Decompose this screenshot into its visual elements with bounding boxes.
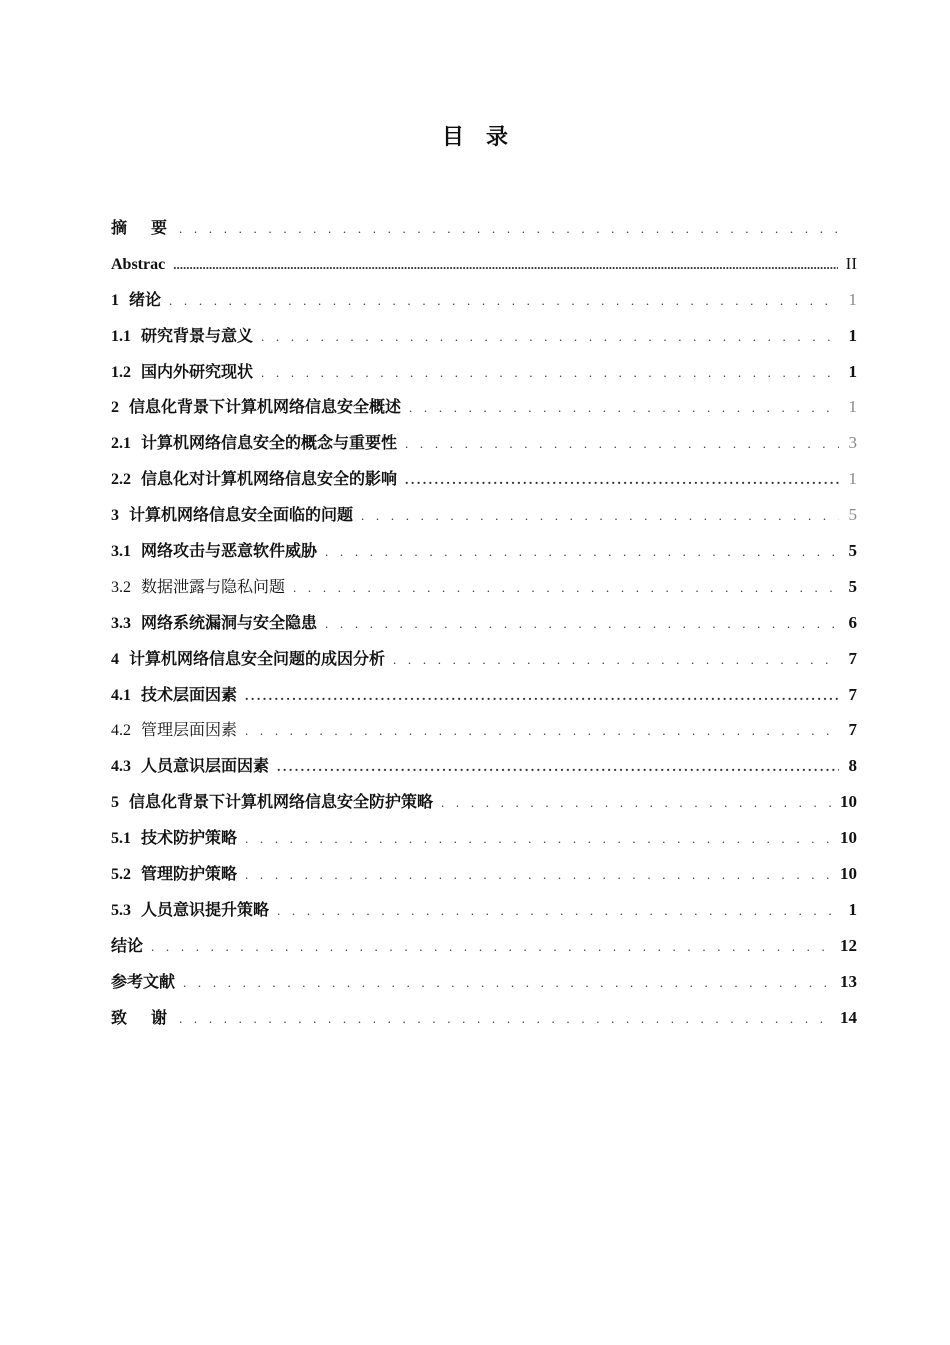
toc-entry-page: 1 — [848, 469, 857, 489]
toc-entry-label — [111, 356, 253, 389]
toc-entry[interactable] — [111, 284, 857, 320]
toc-entry-title: 计算机网络信息安全问题的成因分析 — [129, 648, 386, 668]
toc-entry-number: 2 — [111, 399, 119, 417]
toc-entry-label — [111, 822, 237, 855]
toc-entry-page: 10 — [840, 864, 857, 884]
toc-leader-dots — [261, 357, 839, 389]
toc-entry-title: 技术防护策略 — [141, 828, 238, 848]
toc-leader-dots — [405, 465, 839, 497]
toc-entry-title: 信息化背景下计算机网络信息安全概述 — [129, 397, 402, 417]
toc-leader-dots — [441, 787, 832, 819]
toc-entry-title: 国内外研究现状 — [141, 361, 254, 381]
toc-entry-page: 1 — [848, 325, 857, 345]
toc-entry-title: 人员意识提升策略 — [141, 899, 270, 919]
toc-entry-page: 10 — [840, 828, 857, 848]
toc-entry-page: 5 — [848, 576, 857, 596]
toc-entry[interactable] — [111, 535, 857, 571]
toc-leader-dots — [393, 644, 839, 676]
toc-entry-page: 5 — [848, 505, 857, 525]
toc-entry[interactable] — [111, 391, 857, 427]
toc-entry-page: 1 — [848, 899, 857, 919]
toc-entry-number: 3 — [111, 507, 119, 525]
toc-entry-page: 5 — [848, 541, 857, 561]
toc-entry-title: 摘 要 — [111, 218, 172, 237]
toc-entry-page: 7 — [848, 684, 857, 704]
toc-entry-title: 技术层面因素 — [141, 684, 238, 704]
toc-entry-label — [111, 571, 285, 604]
toc-leader-dots — [277, 895, 839, 927]
toc-leader-dots — [361, 500, 839, 532]
toc-entry-number: 3.1 — [111, 543, 131, 561]
toc-entry-number: 1 — [111, 291, 119, 309]
toc-entry[interactable] — [111, 427, 857, 463]
toc-entry-number: 5 — [111, 794, 119, 812]
toc-entry-number: 4.2 — [111, 722, 131, 740]
toc-leader-dots — [405, 428, 839, 460]
toc-entry-label — [111, 894, 269, 927]
toc-entry-title: 管理防护策略 — [141, 864, 238, 884]
toc-entry-number: 5.3 — [111, 901, 131, 919]
toc-entry-page: 10 — [840, 792, 857, 812]
toc-entry-number: 4 — [111, 650, 119, 668]
toc-entry-number: 4.3 — [111, 758, 131, 776]
toc-entry-label — [111, 391, 401, 424]
toc-entry[interactable] — [111, 858, 857, 894]
toc-entry[interactable] — [111, 966, 857, 1002]
toc-entry-number: 2.2 — [111, 471, 131, 489]
toc-entry-title: 致 谢 — [111, 1007, 172, 1027]
toc-leader-dots — [245, 823, 832, 855]
toc-entry[interactable] — [111, 679, 857, 715]
toc-entry-title: 网络系统漏洞与安全隐患 — [141, 612, 318, 632]
toc-entry-title: 网络攻击与恶意软件威胁 — [141, 541, 318, 561]
toc-entry-title: 计算机网络信息安全面临的问题 — [129, 505, 354, 525]
toc-entry-label — [111, 1002, 171, 1034]
toc-entry-label — [111, 499, 353, 532]
toc-entry[interactable] — [111, 607, 857, 643]
toc-entry[interactable] — [111, 248, 857, 284]
toc-entry-page: 1 — [848, 289, 857, 309]
toc-entry-title: Abstrac — [111, 255, 166, 273]
toc-entry-title: 管理层面因素 — [141, 720, 238, 740]
toc-leader-dots — [245, 859, 832, 891]
toc-entry-page: 12 — [840, 935, 857, 955]
toc-entry[interactable] — [111, 643, 857, 679]
toc-entry[interactable] — [111, 786, 857, 822]
toc-entry-number: 4.1 — [111, 686, 131, 704]
toc-entry-page: 7 — [848, 720, 857, 740]
toc-entry-label — [111, 786, 433, 819]
toc-entry-page: 7 — [848, 648, 857, 668]
toc-leader-dots — [173, 249, 837, 281]
toc-entry[interactable] — [111, 212, 857, 248]
toc-entry-page: 14 — [840, 1007, 857, 1027]
toc-entry[interactable] — [111, 714, 857, 750]
toc-entry-page: 3 — [848, 433, 857, 453]
toc-entry-label — [111, 535, 317, 568]
toc-leader-dots — [179, 213, 839, 245]
toc-entry-number: 5.1 — [111, 830, 131, 848]
toc-entry-label — [111, 463, 397, 496]
toc-entry-label — [111, 750, 269, 783]
toc-leader-dots — [277, 752, 839, 784]
toc-entry-number: 3.3 — [111, 614, 131, 632]
toc-entry-title: 计算机网络信息安全的概念与重要性 — [141, 433, 398, 453]
toc-entry-title: 信息化背景下计算机网络信息安全防护策略 — [129, 792, 434, 812]
toc-entry-page: 6 — [848, 612, 857, 632]
toc-entry[interactable] — [111, 930, 857, 966]
toc-entry-label — [111, 714, 237, 747]
toc-entry-label — [111, 320, 253, 353]
table-of-contents — [111, 212, 857, 1037]
toc-entry-page: 1 — [848, 397, 857, 417]
toc-entry-title: 人员意识层面因素 — [141, 756, 270, 776]
toc-entry-label — [111, 930, 143, 962]
toc-entry[interactable] — [111, 894, 857, 930]
toc-entry-label — [111, 966, 175, 998]
toc-entry-title: 研究背景与意义 — [141, 325, 254, 345]
page-title: 目 录 — [441, 125, 508, 150]
toc-entry-title: 参考文献 — [111, 971, 176, 991]
toc-entry-label — [111, 284, 161, 317]
toc-entry-label — [111, 427, 397, 460]
toc-entry-number: 2.1 — [111, 435, 131, 453]
toc-entry-title: 绪论 — [129, 289, 162, 309]
toc-entry-page: 13 — [840, 971, 857, 991]
toc-leader-dots — [409, 392, 839, 424]
toc-leader-dots — [293, 572, 839, 604]
toc-entry[interactable] — [111, 750, 857, 786]
toc-entry-label — [111, 858, 237, 891]
toc-entry-label — [111, 212, 171, 244]
toc-entry-number: 1.1 — [111, 327, 131, 345]
toc-leader-dots — [261, 321, 839, 353]
toc-entry-title: 结论 — [111, 935, 144, 955]
toc-entry-label — [111, 607, 317, 640]
toc-entry-title: 数据泄露与隐私问题 — [141, 576, 286, 596]
toc-entry[interactable] — [111, 1002, 857, 1038]
toc-entry[interactable] — [111, 822, 857, 858]
toc-entry[interactable] — [111, 356, 857, 392]
toc-entry-label — [111, 679, 237, 712]
toc-entry-page: 8 — [848, 756, 857, 776]
toc-entry[interactable] — [111, 320, 857, 356]
toc-leader-dots — [245, 715, 839, 747]
toc-entry-number: 1.2 — [111, 363, 131, 381]
toc-leader-dots — [151, 931, 832, 963]
toc-leader-dots — [325, 536, 839, 568]
toc-entry-page: 1 — [848, 361, 857, 381]
toc-entry[interactable] — [111, 571, 857, 607]
toc-leader-dots — [183, 967, 832, 999]
toc-entry[interactable] — [111, 463, 857, 499]
toc-leader-dots — [169, 285, 839, 317]
toc-entry-number: 3.2 — [111, 578, 131, 596]
toc-entry-label — [111, 643, 385, 676]
toc-entry-page: II — [845, 253, 857, 273]
toc-leader-dots — [245, 681, 839, 713]
toc-entry-title: 信息化对计算机网络信息安全的影响 — [141, 469, 398, 489]
toc-entry[interactable] — [111, 499, 857, 535]
toc-leader-dots — [325, 608, 839, 640]
toc-entry-label — [111, 249, 165, 281]
toc-entry-number: 5.2 — [111, 866, 131, 884]
toc-leader-dots — [179, 1003, 832, 1035]
